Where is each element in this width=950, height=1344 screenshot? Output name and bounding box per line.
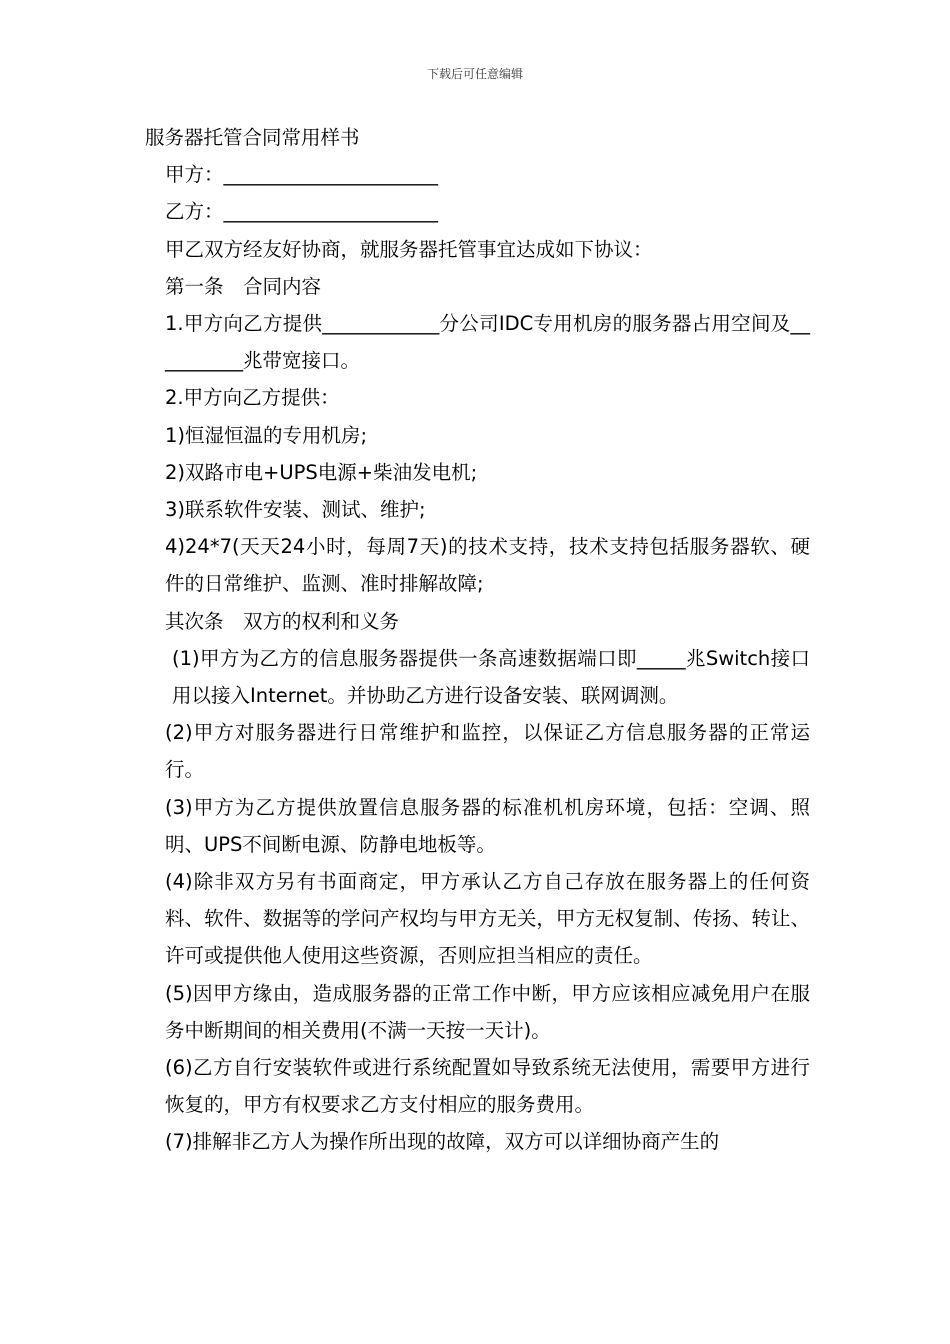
article-2-paragraph-3: (3)甲方为乙方提供放置信息服务器的标准机机房环境，包括：空调、照明、UPS不间断电源、防静电地板等。 [165, 795, 810, 856]
article-1-subitem-3: 3)联系软件安装、测试、维护; [165, 498, 426, 522]
article-1-subitem-2: 2)双路市电+UPS电源+柴油发电机; [165, 460, 478, 484]
party-b-line: 乙方：______________________ [165, 200, 439, 224]
article-1-subitem-1: 1)恒湿恒温的专用机房; [165, 423, 368, 447]
article-2-paragraph-7: (7)排解非乙方人为操作所出现的故障，双方可以详细协商产生的 [165, 1130, 720, 1154]
article-1-subitem-4: 4)24*7(天天24小时，每周7天)的技术支持，技术支持包括服务器软、硬件的日常维护、监测、准时排解故障; [165, 535, 810, 596]
intro-paragraph: 甲乙双方经友好协商，就服务器托管事宜达成如下协议： [165, 237, 653, 261]
article-2-paragraph-1: (1)甲方为乙方的信息服务器提供一条高速数据端口即_____兆Switch接口用以接入Internet。并协助乙方进行设备安装、联网调测。 [172, 646, 810, 708]
article-1-item-2: 2.甲方向乙方提供： [165, 386, 340, 410]
document-body [145, 119, 810, 1161]
document-title: 服务器托管合同常用样书 [145, 126, 360, 149]
article-2-paragraph-5: (5)因甲方缘由，造成服务器的正常工作中断，甲方应该相应减免用户在服务中断期间的相关费用(不满一天按一天计)。 [165, 981, 810, 1042]
article-2-paragraph-2: (2)甲方对服务器进行日常维护和监控，以保证乙方信息服务器的正常运行。 [165, 721, 810, 782]
article-2-heading: 其次条 双方的权利和义务 [165, 609, 400, 633]
page-header-note: 下载后可任意编辑 [426, 67, 523, 81]
article-1-heading: 第一条 合同内容 [165, 274, 322, 298]
article-2-paragraph-4: (4)除非双方另有书面商定，甲方承认乙方自己存放在服务器上的任何资料、软件、数据等的学问产权均与甲方无关，甲方无权复制、传扬、转让、许可或提供他人使用这些资源，否则应担当相应的责任。 [165, 870, 810, 968]
article-2-paragraph-6: (6)乙方自行安装软件或进行系统配置如导致系统无法使用，需要甲方进行恢复的，甲方有权要求乙方支付相应的服务费用。 [165, 1056, 810, 1117]
party-a-line: 甲方：______________________ [165, 163, 439, 187]
article-1-item-1: 1.甲方向乙方提供____________分公司IDC专用机房的服务器占用空间及__________兆带宽接口。 [165, 312, 810, 373]
